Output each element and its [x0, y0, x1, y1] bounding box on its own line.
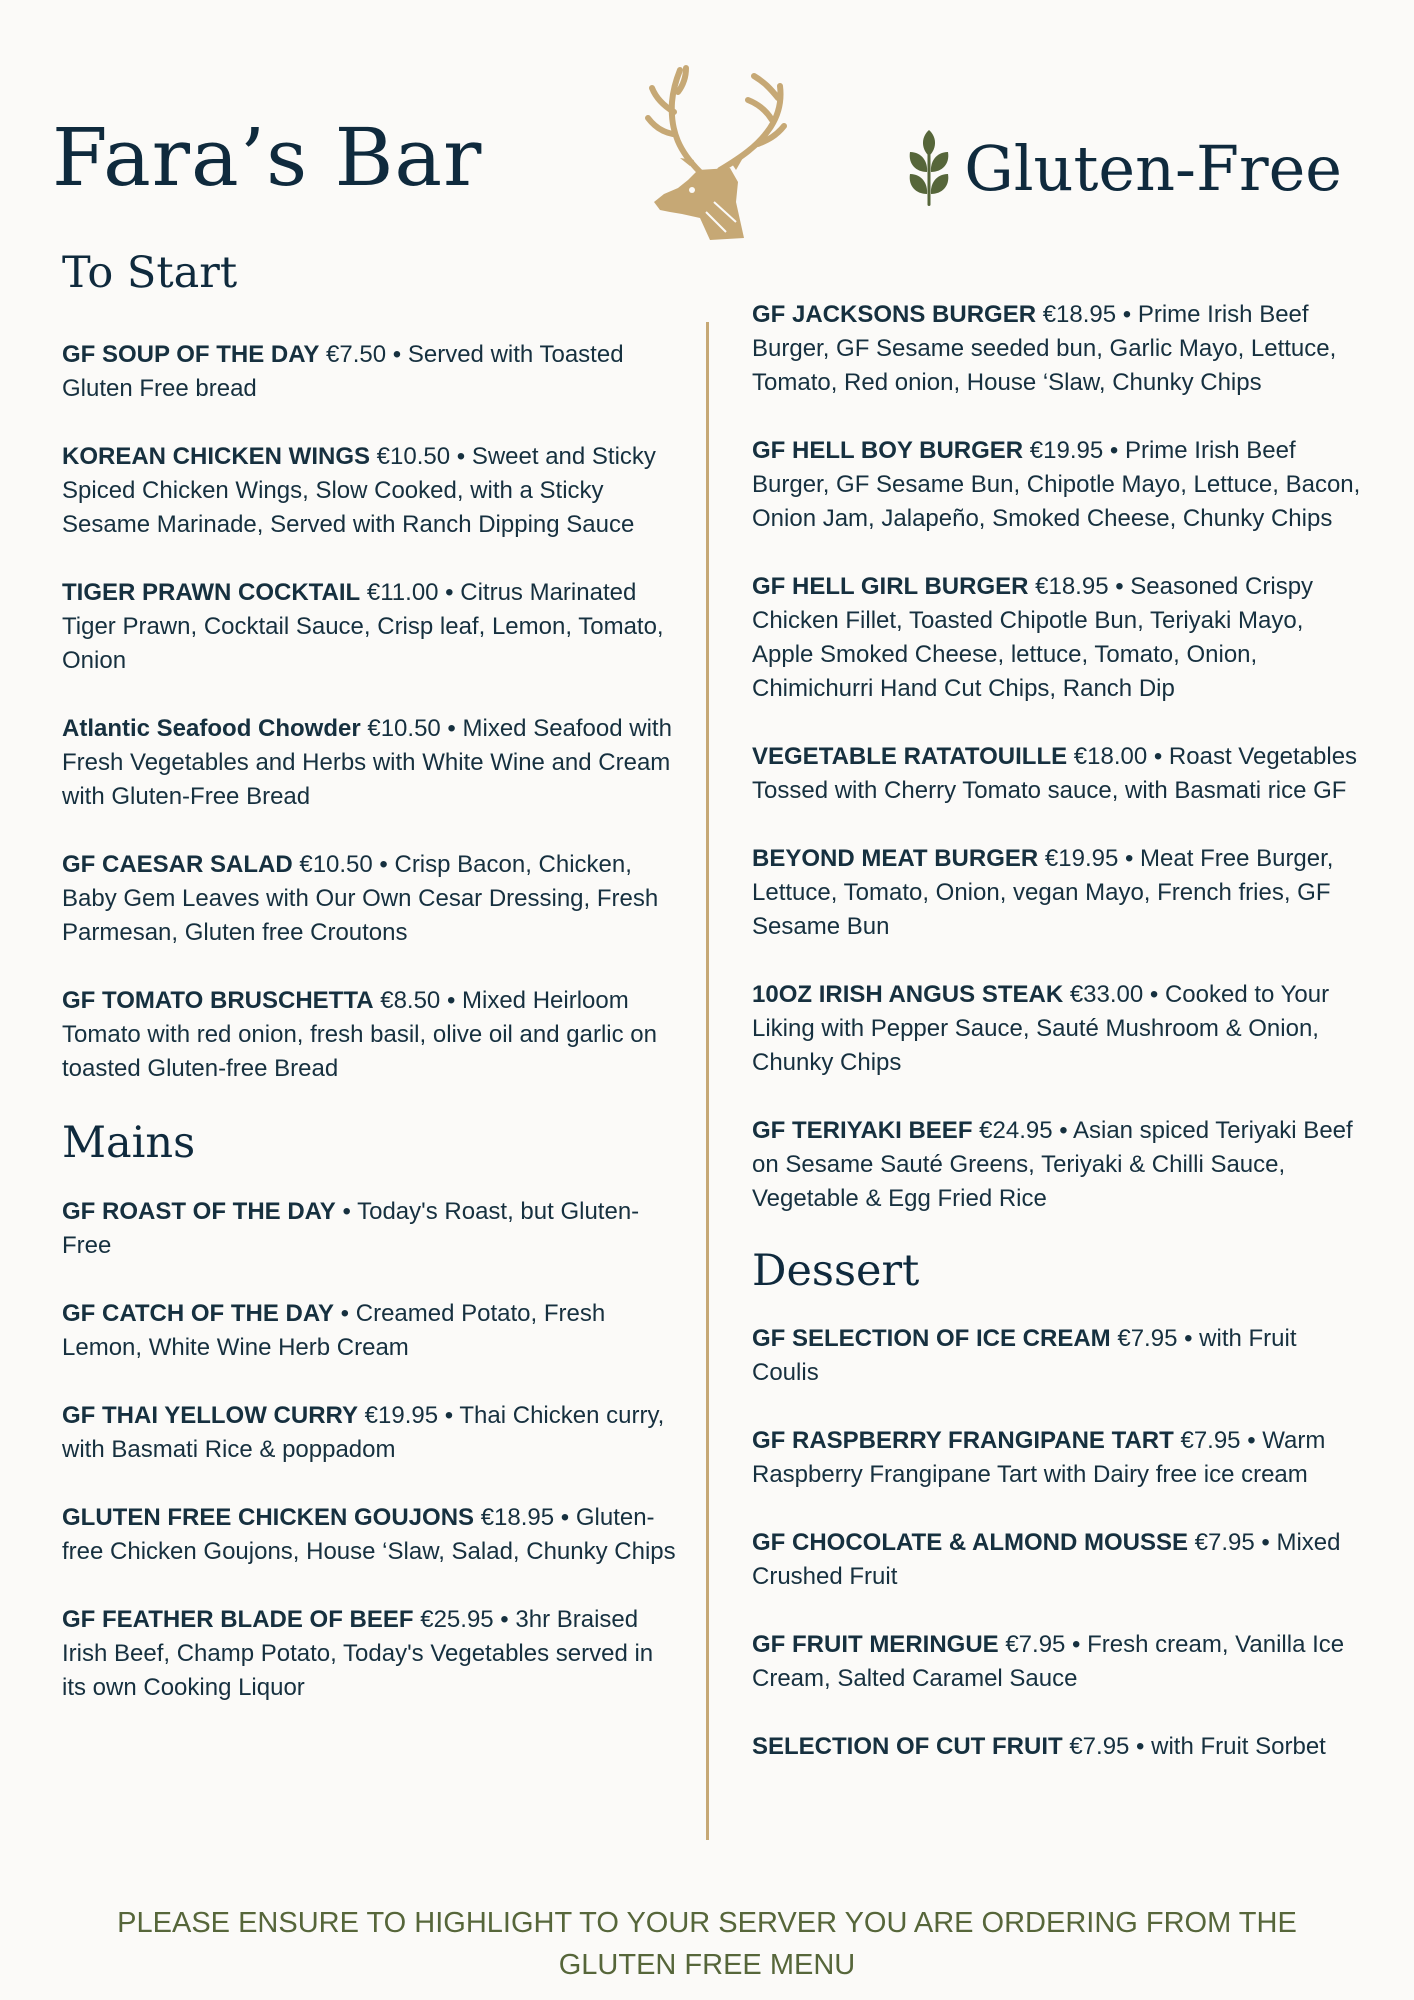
menu-item	[752, 842, 1362, 944]
page-title: Fara’s Bar	[52, 111, 483, 204]
menu-item	[752, 978, 1362, 1080]
footer-line-1: PLEASE ENSURE TO HIGHLIGHT TO YOUR SERVER YOU ARE ORDERING FROM THE	[117, 1907, 1297, 1939]
menu-item	[62, 984, 682, 1086]
menu-item-description: €18.00 • Roast Vegetables Tossed with Cherry Tomato sauce, with Basmati rice GF	[752, 743, 1358, 804]
section-title-start: To Start	[62, 248, 238, 298]
menu-item-name: GF HELL GIRL BURGER	[752, 573, 1029, 600]
menu-item	[62, 1501, 682, 1569]
menu-item-description: €18.95 • Seasoned Crispy Chicken Fillet, Toasted Chipotle Bun, Teriyaki Mayo, Apple Smoked Cheese, lettuce, Tomato, Onion, Chimichurri Hand Cut Chips, Ranch Dip	[752, 573, 1314, 702]
menu-item-description: €7.50 • Served with Toasted Gluten Free bread	[62, 340, 624, 402]
section-title-dessert: Dessert	[752, 1246, 920, 1296]
menu-item	[752, 298, 1362, 400]
menu-item-description: €10.50 • Crisp Bacon, Chicken, Baby Gem Leaves with Our Own Cesar Dressing, Fresh Parmesan, Gluten free Croutons	[62, 850, 659, 946]
menu-item-name: GLUTEN FREE CHICKEN GOUJONS	[62, 1504, 475, 1532]
section-title-mains: Mains	[62, 1117, 196, 1168]
menu-item-name: GF SOUP OF THE DAY	[62, 340, 320, 368]
start-list	[62, 338, 682, 1086]
menu-item-name: GF TOMATO BRUSCHETTA	[62, 986, 374, 1014]
menu-item-description: • Creamed Potato, Fresh Lemon, White Wine Herb Cream	[62, 1300, 606, 1362]
menu-item	[752, 1424, 1362, 1492]
menu-item-name: GF SELECTION OF ICE CREAM	[752, 1324, 1111, 1352]
menu-item-name: GF ROAST OF THE DAY	[62, 1198, 336, 1226]
left-column	[62, 248, 682, 1739]
menu-item-description: €8.50 • Mixed Heirloom Tomato with red onion, fresh basil, olive oil and garlic on toasted Gluten-free Bread	[62, 986, 657, 1082]
menu-item-description: €19.95 • Prime Irish Beef Burger, GF Sesame Bun, Chipotle Mayo, Lettuce, Bacon, Onion Jam, Jalapeño, Smoked Cheese, Chunky Chips	[752, 437, 1361, 532]
menu-item-description: €10.50 • Mixed Seafood with Fresh Vegetables and Herbs with White Wine and Cream with Gluten-Free Bread	[62, 714, 672, 810]
footer-line-2: GLUTEN FREE MENU	[558, 1949, 856, 1981]
menu-item	[62, 848, 682, 950]
menu-item-name: GF THAI YELLOW CURRY	[62, 1402, 358, 1430]
menu-item-name: VEGETABLE RATATOUILLE	[752, 743, 1068, 770]
menu-item-name: GF JACKSONS BURGER	[752, 301, 1037, 328]
menu-item-name: 10OZ IRISH ANGUS STEAK	[752, 981, 1064, 1008]
menu-item	[62, 576, 682, 678]
menu-item	[752, 570, 1362, 706]
menu-item	[62, 338, 682, 406]
menu-item-description: €7.95 • Fresh cream, Vanilla Ice Cream, Salted Caramel Sauce	[752, 1630, 1345, 1692]
menu-item-description: €7.95 • with Fruit Coulis	[752, 1324, 1297, 1386]
footer-notice	[80, 1902, 1334, 1986]
menu-item-name: GF TERIYAKI BEEF	[752, 1117, 973, 1144]
menu-item-description: • Today's Roast, but Gluten-Free	[62, 1198, 640, 1260]
menu-item	[752, 740, 1362, 808]
menu-item-name: GF CAESAR SALAD	[62, 850, 293, 878]
menu-item-name: TIGER PRAWN COCKTAIL	[62, 578, 361, 606]
menu-item	[62, 1399, 682, 1467]
menu-item	[752, 1322, 1362, 1390]
right-column	[752, 298, 1362, 1798]
wheat-leaf-icon	[906, 130, 952, 206]
menu-item-description: €19.95 • Thai Chicken curry, with Basmati Rice & poppadom	[62, 1402, 665, 1464]
menu-item-name: GF CATCH OF THE DAY	[62, 1300, 335, 1328]
menu-item-description: €7.95 • Mixed Crushed Fruit	[752, 1528, 1341, 1590]
menu-item-description: €24.95 • Asian spiced Teriyaki Beef on Sesame Sauté Greens, Teriyaki & Chilli Sauce, Vegetable & Egg Fried Rice	[752, 1117, 1353, 1212]
menu-item-name: BEYOND MEAT BURGER	[752, 845, 1039, 872]
menu-item-name: GF RASPBERRY FRANGIPANE TART	[752, 1426, 1174, 1454]
menu-item-name: GF FRUIT MERINGUE	[752, 1630, 999, 1658]
menu-item-description: €19.95 • Meat Free Burger, Lettuce, Tomato, Onion, vegan Mayo, French fries, GF Sesame Bun	[752, 845, 1334, 940]
menu-item	[752, 434, 1362, 536]
menu-item-description: €18.95 • Gluten-free Chicken Goujons, House ‘Slaw, Salad, Chunky Chips	[62, 1504, 676, 1566]
dessert-list	[752, 1322, 1362, 1764]
mains-cont-list	[752, 298, 1362, 1216]
menu-subtitle: Gluten-Free	[964, 132, 1342, 205]
menu-item-name: KOREAN CHICKEN WINGS	[62, 442, 371, 470]
menu-item	[62, 440, 682, 542]
menu-item-description: €11.00 • Citrus Marinated Tiger Prawn, Cocktail Sauce, Crisp leaf, Lemon, Tomato, Onion	[62, 578, 664, 674]
menu-item-name: GF FEATHER BLADE OF BEEF	[62, 1606, 414, 1634]
menu-item-description: €18.95 • Prime Irish Beef Burger, GF Sesame seeded bun, Garlic Mayo, Lettuce, Tomato, Red onion, House ‘Slaw, Chunky Chips	[752, 301, 1337, 396]
menu-item-description: €10.50 • Sweet and Sticky Spiced Chicken Wings, Slow Cooked, with a Sticky Sesame Marinade, Served with Ranch Dipping Sauce	[62, 442, 656, 538]
menu-item	[62, 1297, 682, 1365]
stag-head-icon	[640, 62, 790, 242]
menu-item	[62, 1195, 682, 1263]
menu-item-description: €25.95 • 3hr Braised Irish Beef, Champ Potato, Today's Vegetables served in its own Cooking Liquor	[62, 1606, 654, 1702]
menu-item-description: €33.00 • Cooked to Your Liking with Pepper Sauce, Sauté Mushroom & Onion, Chunky Chips	[752, 981, 1330, 1076]
menu-item	[752, 1628, 1362, 1696]
menu-item	[62, 1603, 682, 1705]
menu-item-name: GF CHOCOLATE & ALMOND MOUSSE	[752, 1528, 1188, 1556]
menu-item-name: Atlantic Seafood Chowder	[62, 714, 361, 742]
menu-item-description: €7.95 • Warm Raspberry Frangipane Tart with Dairy free ice cream	[752, 1426, 1326, 1488]
menu-item	[752, 1526, 1362, 1594]
menu-item	[62, 712, 682, 814]
menu-item	[752, 1730, 1362, 1764]
menu-item-name: SELECTION OF CUT FRUIT	[752, 1732, 1063, 1760]
column-divider	[706, 322, 709, 1840]
menu-item	[752, 1114, 1362, 1216]
mains-list	[62, 1195, 682, 1705]
menu-item-description: €7.95 • with Fruit Sorbet	[1062, 1732, 1326, 1760]
menu-item-name: GF HELL BOY BURGER	[752, 437, 1024, 464]
